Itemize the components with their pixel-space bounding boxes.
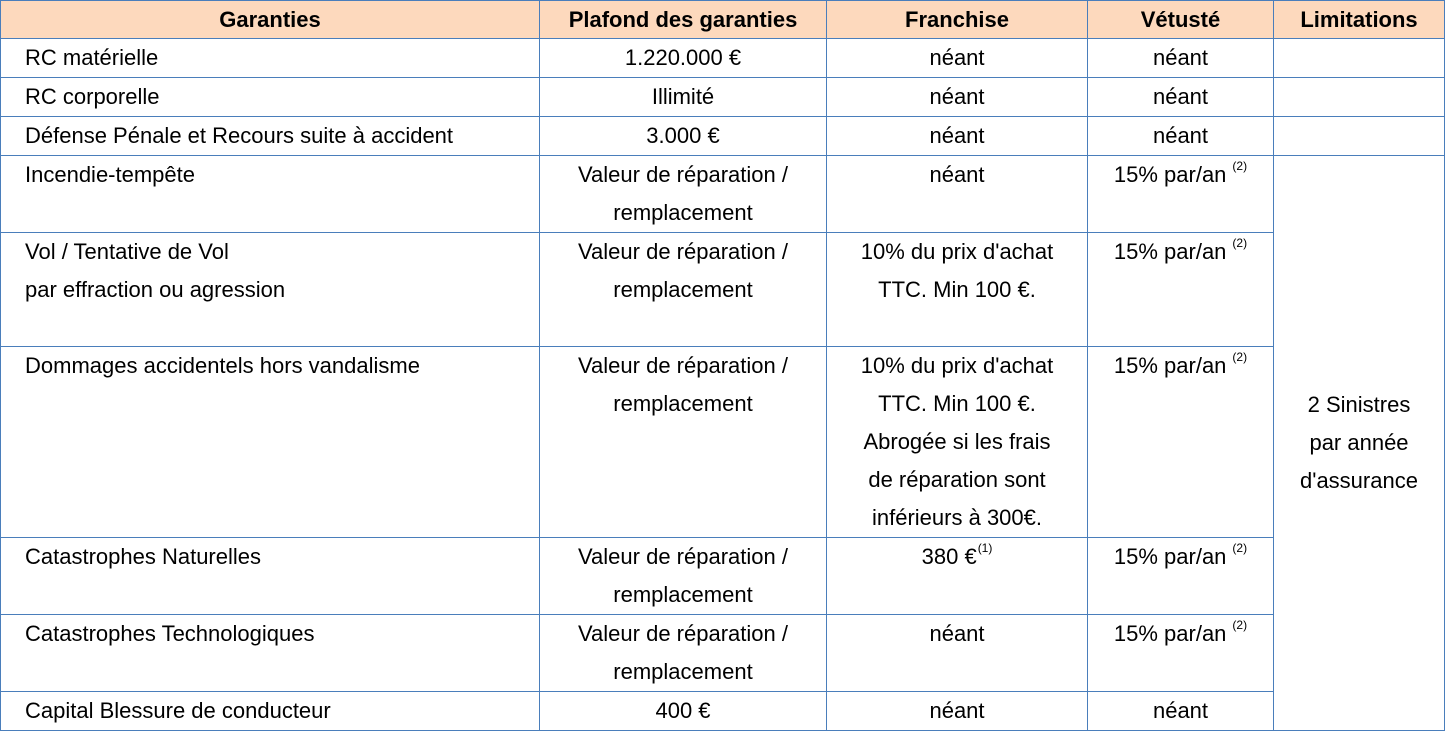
footnote-ref: (2) [1232, 350, 1248, 364]
header-garanties: Garanties [1, 1, 540, 39]
cell-vetuste: néant [1088, 39, 1274, 78]
cell-limitation-empty [1274, 78, 1445, 117]
cell-plafond: Valeur de réparation / remplacement [540, 538, 827, 615]
footnote-ref: (2) [1232, 159, 1248, 173]
cell-garantie: Incendie-tempête [1, 156, 540, 233]
cell-vetuste [1088, 156, 1274, 233]
vetuste-value: 15% par/an [1113, 162, 1227, 187]
cell-plafond: Valeur de réparation / remplacement [540, 615, 827, 692]
cell-franchise: néant [827, 156, 1088, 233]
cell-plafond: 400 € [540, 692, 827, 731]
table-row [1, 78, 1445, 117]
cell-plafond: Valeur de réparation / remplacement [540, 156, 827, 233]
cell-garantie: RC corporelle [1, 78, 540, 117]
cell-vetuste [1088, 538, 1274, 615]
vetuste-value: 15% par/an [1113, 353, 1227, 378]
cell-franchise: néant [827, 78, 1088, 117]
footnote-ref: (1) [977, 541, 993, 555]
cell-garantie: Défense Pénale et Recours suite à accident [1, 117, 540, 156]
cell-vetuste: néant [1088, 78, 1274, 117]
footnote-ref: (2) [1232, 618, 1248, 632]
vetuste-value: 15% par/an [1113, 621, 1227, 646]
cell-franchise: néant [827, 615, 1088, 692]
cell-garantie: Dommages accidentels hors vandalisme [1, 347, 540, 538]
header-limitations: Limitations [1274, 1, 1445, 39]
cell-franchise: 10% du prix d'achat TTC. Min 100 €. Abrogée si les frais de réparation sont inférieurs à 300€. [827, 347, 1088, 538]
cell-franchise: 10% du prix d'achat TTC. Min 100 €. [827, 233, 1088, 347]
cell-plafond: 3.000 € [540, 117, 827, 156]
cell-plafond: Valeur de réparation / remplacement [540, 347, 827, 538]
cell-vetuste: néant [1088, 692, 1274, 731]
franchise-value: 380 € [921, 544, 977, 569]
table-row [1, 692, 1445, 731]
header-row [1, 1, 1445, 39]
header-franchise: Franchise [827, 1, 1088, 39]
cell-plafond: Valeur de réparation / remplacement [540, 233, 827, 347]
cell-plafond: Illimité [540, 78, 827, 117]
cell-vetuste [1088, 347, 1274, 538]
footnote-ref: (2) [1232, 236, 1248, 250]
cell-plafond: 1.220.000 € [540, 39, 827, 78]
table-row [1, 39, 1445, 78]
vetuste-value: 15% par/an [1113, 239, 1227, 264]
table-row [1, 347, 1445, 538]
cell-vetuste: néant [1088, 117, 1274, 156]
table-row [1, 233, 1445, 347]
cell-limitation-empty [1274, 117, 1445, 156]
cell-garantie: Vol / Tentative de Vol par effraction ou agression [1, 233, 540, 347]
table-row [1, 117, 1445, 156]
footnote-ref: (2) [1232, 541, 1248, 555]
cell-vetuste [1088, 615, 1274, 692]
header-plafond: Plafond des garanties [540, 1, 827, 39]
cell-limitation-grouped: 2 Sinistres par année d'assurance [1274, 156, 1445, 731]
vetuste-value: 15% par/an [1113, 544, 1227, 569]
cell-franchise: néant [827, 39, 1088, 78]
table-row [1, 615, 1445, 692]
cell-limitation-empty [1274, 39, 1445, 78]
cell-garantie: Catastrophes Technologiques [1, 615, 540, 692]
cell-franchise: néant [827, 692, 1088, 731]
cell-franchise: néant [827, 117, 1088, 156]
cell-vetuste [1088, 233, 1274, 347]
cell-garantie: Catastrophes Naturelles [1, 538, 540, 615]
header-vetuste: Vétusté [1088, 1, 1274, 39]
table-row [1, 538, 1445, 615]
cell-franchise [827, 538, 1088, 615]
table-row [1, 156, 1445, 233]
cell-garantie: RC matérielle [1, 39, 540, 78]
cell-garantie: Capital Blessure de conducteur [1, 692, 540, 731]
